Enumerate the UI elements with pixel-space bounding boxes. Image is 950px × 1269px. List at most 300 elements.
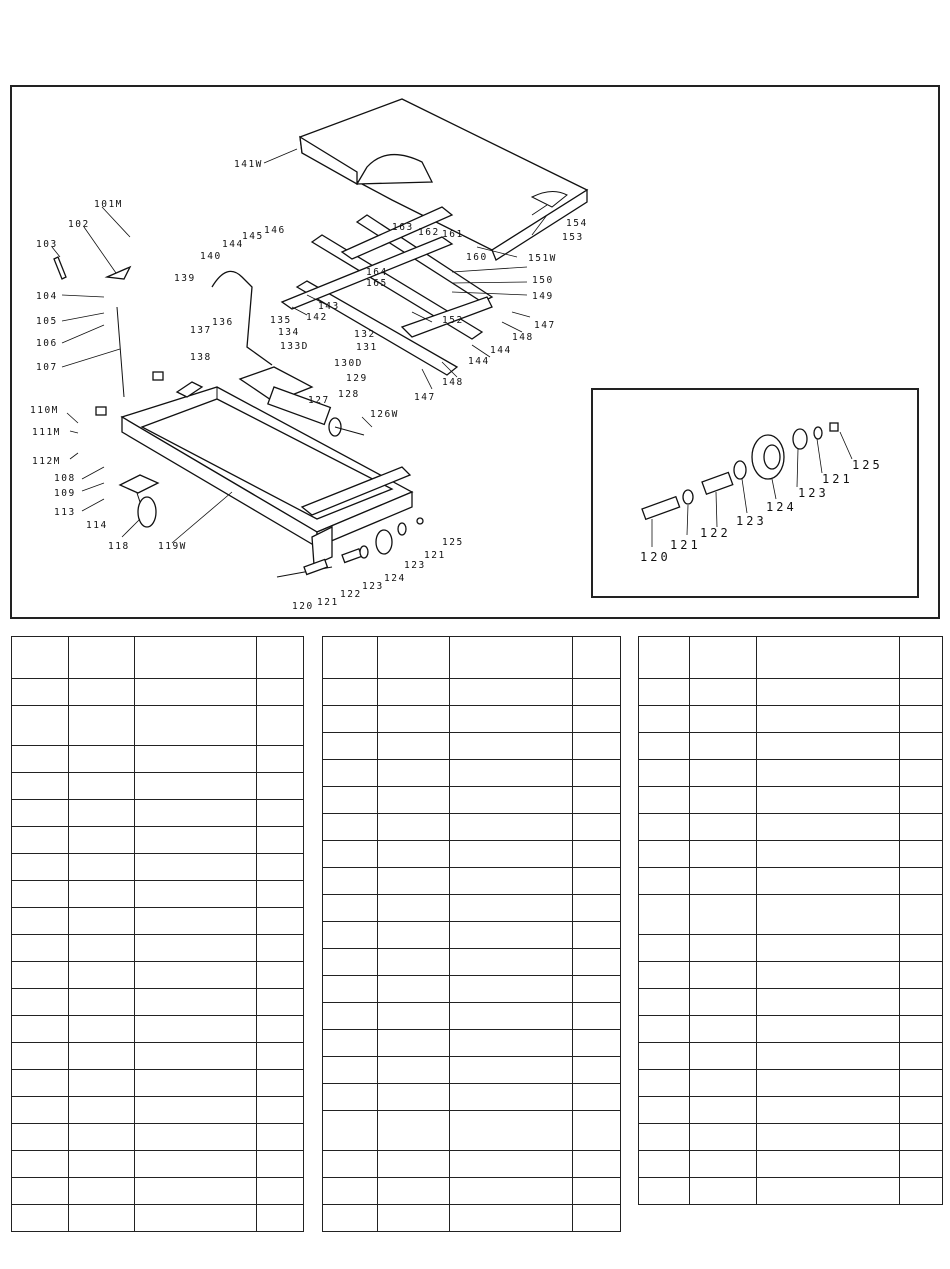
table-cell: [12, 637, 69, 679]
table-cell: [69, 854, 135, 881]
table-cell: [757, 679, 900, 706]
table-cell: [378, 1205, 450, 1232]
table-cell: [450, 895, 573, 922]
table-cell: [378, 1178, 450, 1205]
table-cell: [257, 854, 304, 881]
label-110m: 110M: [30, 405, 59, 416]
table-cell: [135, 773, 257, 800]
label-101m: 101M: [94, 199, 123, 210]
table-cell: [69, 679, 135, 706]
table-cell: [378, 706, 450, 733]
table-cell: [135, 935, 257, 962]
table-cell: [378, 679, 450, 706]
table-cell: [639, 1070, 690, 1097]
table-row: [639, 868, 943, 895]
table-cell: [900, 935, 943, 962]
table-row: [12, 827, 304, 854]
table-cell: [900, 679, 943, 706]
table-cell: [639, 733, 690, 760]
table-cell: [323, 1111, 378, 1151]
table-cell: [135, 908, 257, 935]
table-row: [12, 1151, 304, 1178]
table-cell: [639, 868, 690, 895]
table-cell: [69, 1205, 135, 1232]
table-row: [323, 868, 621, 895]
label-154: 154: [566, 218, 588, 229]
label-127: 127: [308, 395, 330, 406]
table-row: [639, 1124, 943, 1151]
table-cell: [690, 1124, 757, 1151]
table-cell: [450, 787, 573, 814]
parts-table-3: [638, 636, 943, 1205]
table-cell: [757, 1151, 900, 1178]
table-cell: [639, 841, 690, 868]
parts-table-1-body: [12, 637, 304, 1232]
table-cell: [257, 962, 304, 989]
table-cell: [450, 760, 573, 787]
table-cell: [690, 760, 757, 787]
table-row: [323, 1057, 621, 1084]
table-cell: [450, 1151, 573, 1178]
handle-part: [96, 237, 163, 415]
label-164: 164: [366, 267, 388, 278]
base-frame-part: [122, 382, 412, 565]
table-cell: [69, 800, 135, 827]
table-cell: [12, 746, 69, 773]
table-cell: [378, 1057, 450, 1084]
table-cell: [690, 962, 757, 989]
table-cell: [690, 1043, 757, 1070]
table-row: [323, 733, 621, 760]
table-cell: [69, 637, 135, 679]
table-row: [12, 679, 304, 706]
table-cell: [12, 1016, 69, 1043]
table-row: [323, 895, 621, 922]
table-cell: [639, 962, 690, 989]
table-cell: [900, 706, 943, 733]
table-cell: [257, 1043, 304, 1070]
table-cell: [450, 1178, 573, 1205]
table-cell: [573, 1151, 621, 1178]
label-153: 153: [562, 232, 584, 243]
table-cell: [757, 637, 900, 679]
table-cell: [135, 746, 257, 773]
table-cell: [573, 679, 621, 706]
table-cell: [573, 1084, 621, 1111]
table-cell: [257, 1070, 304, 1097]
label-133d: 133D: [280, 341, 309, 352]
table-row: [323, 841, 621, 868]
table-row: [12, 1070, 304, 1097]
table-cell: [135, 989, 257, 1016]
table-cell: [900, 1151, 943, 1178]
table-row: [12, 1043, 304, 1070]
table-cell: [690, 1151, 757, 1178]
table-row: [12, 881, 304, 908]
table-cell: [757, 760, 900, 787]
table-cell: [900, 1124, 943, 1151]
table-cell: [690, 637, 757, 679]
table-cell: [450, 1205, 573, 1232]
table-cell: [135, 1205, 257, 1232]
table-cell: [257, 935, 304, 962]
table-cell: [900, 733, 943, 760]
table-cell: [900, 1070, 943, 1097]
table-cell: [323, 841, 378, 868]
table-cell: [135, 706, 257, 746]
table-cell: [135, 1097, 257, 1124]
table-cell: [378, 976, 450, 1003]
table-cell: [257, 881, 304, 908]
table-cell: [69, 1043, 135, 1070]
table-cell: [900, 760, 943, 787]
table-cell: [323, 1151, 378, 1178]
table-cell: [323, 1003, 378, 1030]
inset-label-121b: 121: [822, 472, 853, 486]
table-cell: [639, 1016, 690, 1043]
table-cell: [757, 787, 900, 814]
table-cell: [690, 679, 757, 706]
table-row: [12, 1205, 304, 1232]
table-row: [323, 1205, 621, 1232]
table-row: [323, 976, 621, 1003]
table-cell: [378, 895, 450, 922]
table-cell: [573, 706, 621, 733]
label-165: 165: [366, 278, 388, 289]
inset-label-123a: 123: [736, 514, 767, 528]
table-cell: [690, 841, 757, 868]
table-cell: [757, 895, 900, 935]
label-114: 114: [86, 520, 108, 531]
table-cell: [757, 1016, 900, 1043]
table-cell: [900, 841, 943, 868]
table-cell: [323, 1057, 378, 1084]
table-cell: [12, 881, 69, 908]
table-cell: [135, 679, 257, 706]
table-cell: [135, 881, 257, 908]
table-cell: [378, 949, 450, 976]
table-cell: [639, 706, 690, 733]
table-cell: [12, 908, 69, 935]
table-cell: [135, 1124, 257, 1151]
table-cell: [573, 976, 621, 1003]
table-cell: [12, 989, 69, 1016]
table-cell: [69, 962, 135, 989]
label-150: 150: [532, 275, 554, 286]
table-cell: [757, 989, 900, 1016]
table-cell: [639, 1178, 690, 1205]
table-row: [12, 1124, 304, 1151]
table-row: [639, 1097, 943, 1124]
table-cell: [690, 1097, 757, 1124]
table-cell: [900, 962, 943, 989]
table-cell: [323, 679, 378, 706]
table-cell: [900, 814, 943, 841]
label-121: 121: [317, 597, 339, 608]
label-144b: 144: [490, 345, 512, 356]
table-cell: [450, 706, 573, 733]
table-cell: [450, 949, 573, 976]
table-cell: [257, 679, 304, 706]
table-row: [12, 908, 304, 935]
parts-table-1: [11, 636, 304, 1232]
table-cell: [900, 1043, 943, 1070]
table-cell: [450, 1057, 573, 1084]
table-cell: [757, 814, 900, 841]
table-cell: [323, 733, 378, 760]
table-cell: [757, 1178, 900, 1205]
table-cell: [573, 1178, 621, 1205]
table-cell: [378, 841, 450, 868]
label-123b: 123: [404, 560, 426, 571]
table-cell: [900, 895, 943, 935]
label-107: 107: [36, 362, 58, 373]
table-cell: [450, 733, 573, 760]
parts-table-2-body: [323, 637, 621, 1232]
table-cell: [135, 1178, 257, 1205]
label-131: 131: [356, 342, 378, 353]
table-cell: [639, 989, 690, 1016]
table-row: [639, 637, 943, 679]
table-cell: [69, 1178, 135, 1205]
table-cell: [573, 733, 621, 760]
pin-part: [54, 257, 66, 279]
table-cell: [323, 895, 378, 922]
label-118: 118: [108, 541, 130, 552]
table-row: [323, 1151, 621, 1178]
table-cell: [257, 1205, 304, 1232]
table-cell: [639, 1151, 690, 1178]
table-cell: [573, 1030, 621, 1057]
table-row: [12, 800, 304, 827]
table-row: [323, 922, 621, 949]
table-cell: [323, 787, 378, 814]
table-cell: [690, 733, 757, 760]
table-cell: [12, 773, 69, 800]
table-cell: [450, 679, 573, 706]
table-cell: [323, 1084, 378, 1111]
table-cell: [757, 868, 900, 895]
label-143: 143: [318, 301, 340, 312]
table-cell: [12, 1205, 69, 1232]
table-cell: [378, 1030, 450, 1057]
table-cell: [450, 922, 573, 949]
label-144a: 144: [222, 239, 244, 250]
table-cell: [639, 637, 690, 679]
table-cell: [573, 760, 621, 787]
table-cell: [573, 787, 621, 814]
table-cell: [378, 868, 450, 895]
table-cell: [135, 1016, 257, 1043]
table-cell: [573, 841, 621, 868]
label-122: 122: [340, 589, 362, 600]
inset-detail-box: [592, 389, 918, 597]
label-126w: 126W: [370, 409, 399, 420]
table-cell: [450, 1030, 573, 1057]
table-cell: [323, 949, 378, 976]
table-cell: [690, 895, 757, 935]
table-row: [12, 746, 304, 773]
table-cell: [573, 1003, 621, 1030]
table-cell: [690, 1070, 757, 1097]
table-row: [12, 773, 304, 800]
inset-label-124: 124: [766, 500, 797, 514]
table-row: [12, 989, 304, 1016]
table-cell: [450, 868, 573, 895]
table-cell: [257, 773, 304, 800]
table-cell: [378, 1003, 450, 1030]
table-cell: [450, 814, 573, 841]
table-cell: [69, 773, 135, 800]
table-cell: [573, 922, 621, 949]
table-cell: [690, 989, 757, 1016]
parts-table-3-body: [639, 637, 943, 1205]
table-cell: [690, 1016, 757, 1043]
table-cell: [69, 706, 135, 746]
table-cell: [135, 962, 257, 989]
table-row: [323, 1111, 621, 1151]
label-132: 132: [354, 329, 376, 340]
table-row: [639, 935, 943, 962]
label-111m: 111M: [32, 427, 61, 438]
inset-label-121a: 121: [670, 538, 701, 552]
table-cell: [12, 1070, 69, 1097]
label-134: 134: [278, 327, 300, 338]
label-109: 109: [54, 488, 76, 499]
table-cell: [12, 800, 69, 827]
table-cell: [12, 1151, 69, 1178]
table-cell: [323, 1178, 378, 1205]
table-cell: [757, 935, 900, 962]
label-139: 139: [174, 273, 196, 284]
table-cell: [900, 1016, 943, 1043]
table-row: [639, 760, 943, 787]
label-160: 160: [466, 252, 488, 263]
inset-label-123b: 123: [798, 486, 829, 500]
table-cell: [12, 1097, 69, 1124]
table-cell: [135, 1151, 257, 1178]
table-row: [639, 1016, 943, 1043]
table-cell: [900, 787, 943, 814]
label-112m: 112M: [32, 456, 61, 467]
label-162: 162: [418, 227, 440, 238]
table-cell: [135, 827, 257, 854]
label-102: 102: [68, 219, 90, 230]
table-row: [639, 1178, 943, 1205]
table-cell: [450, 637, 573, 679]
label-121b: 121: [424, 550, 446, 561]
label-128: 128: [338, 389, 360, 400]
table-cell: [639, 1124, 690, 1151]
table-cell: [12, 1178, 69, 1205]
table-row: [323, 637, 621, 679]
table-cell: [257, 989, 304, 1016]
table-cell: [900, 1097, 943, 1124]
table-cell: [639, 935, 690, 962]
table-cell: [757, 1070, 900, 1097]
table-cell: [323, 814, 378, 841]
table-cell: [573, 814, 621, 841]
table-cell: [12, 679, 69, 706]
label-130d: 130D: [334, 358, 363, 369]
label-120: 120: [292, 601, 314, 612]
table-cell: [69, 908, 135, 935]
table-cell: [257, 827, 304, 854]
table-cell: [573, 637, 621, 679]
table-row: [639, 1043, 943, 1070]
label-161: 161: [442, 229, 464, 240]
table-cell: [639, 787, 690, 814]
inset-label-122: 122: [700, 526, 731, 540]
table-cell: [135, 637, 257, 679]
table-cell: [69, 746, 135, 773]
table-cell: [12, 1043, 69, 1070]
table-cell: [450, 976, 573, 1003]
label-105: 105: [36, 316, 58, 327]
table-cell: [378, 1151, 450, 1178]
table-cell: [323, 1205, 378, 1232]
table-cell: [257, 706, 304, 746]
table-row: [639, 787, 943, 814]
table-cell: [378, 787, 450, 814]
label-163: 163: [392, 222, 414, 233]
table-row: [639, 814, 943, 841]
table-row: [323, 1003, 621, 1030]
table-cell: [12, 935, 69, 962]
table-cell: [757, 1124, 900, 1151]
exploded-parts-diagram: [10, 85, 940, 619]
table-row: [12, 854, 304, 881]
label-147b: 147: [414, 392, 436, 403]
table-cell: [12, 962, 69, 989]
table-cell: [690, 814, 757, 841]
table-cell: [257, 1151, 304, 1178]
inset-label-125: 125: [852, 458, 883, 472]
table-row: [323, 787, 621, 814]
table-cell: [135, 800, 257, 827]
table-cell: [69, 1097, 135, 1124]
table-cell: [573, 949, 621, 976]
table-row: [323, 1178, 621, 1205]
table-row: [323, 814, 621, 841]
table-cell: [573, 895, 621, 922]
table-cell: [378, 760, 450, 787]
table-cell: [757, 733, 900, 760]
table-row: [12, 1097, 304, 1124]
table-cell: [757, 1043, 900, 1070]
table-row: [639, 1151, 943, 1178]
table-row: [323, 679, 621, 706]
table-cell: [257, 1124, 304, 1151]
table-cell: [378, 814, 450, 841]
table-cell: [573, 868, 621, 895]
table-row: [12, 706, 304, 746]
table-cell: [69, 881, 135, 908]
label-125: 125: [442, 537, 464, 548]
label-141w: 141W: [234, 159, 263, 170]
label-140: 140: [200, 251, 222, 262]
table-cell: [690, 868, 757, 895]
table-cell: [757, 706, 900, 733]
table-cell: [323, 637, 378, 679]
table-row: [639, 895, 943, 935]
table-row: [639, 962, 943, 989]
table-row: [12, 935, 304, 962]
label-147a: 147: [534, 320, 556, 331]
table-cell: [257, 800, 304, 827]
table-row: [639, 989, 943, 1016]
table-cell: [378, 1111, 450, 1151]
